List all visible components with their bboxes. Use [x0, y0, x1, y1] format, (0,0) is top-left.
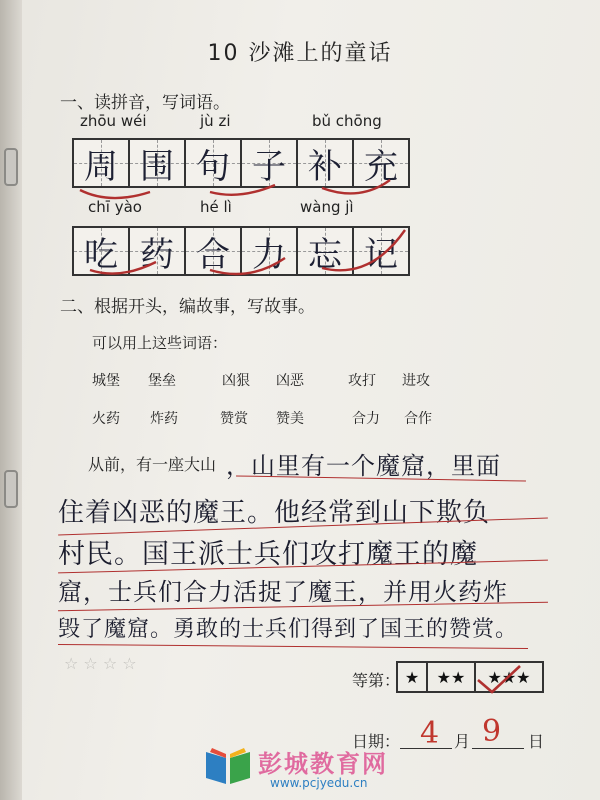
- vocab-word: 凶狠: [222, 373, 250, 389]
- vocab-word: 赞美: [276, 411, 304, 427]
- char-cell: 药: [130, 228, 184, 274]
- bleed-through-text: ☆ ☆ ☆ ☆: [64, 654, 137, 673]
- pinyin-zhouwei: zhōu wéi: [80, 112, 147, 130]
- char-cell: 力: [242, 228, 296, 274]
- date-month-value: 4: [420, 716, 440, 751]
- char-cell: 围: [130, 140, 184, 186]
- vocab-word: 火药: [92, 411, 120, 427]
- char-cell: 子: [242, 140, 296, 186]
- staple-top: [4, 148, 18, 186]
- grade-option-2[interactable]: ★★: [428, 663, 476, 691]
- story-line-1: ，山里有一个魔窟，里面: [226, 452, 501, 480]
- staple-bottom: [4, 470, 18, 508]
- answer-grid-wangji: [296, 226, 410, 276]
- vocab-word: 进攻: [402, 373, 430, 389]
- answer-grid-chiyao: [72, 226, 186, 276]
- char-cell: 句: [186, 140, 242, 186]
- vocab-word: 城堡: [92, 373, 120, 389]
- char-cell: 周: [74, 140, 130, 186]
- watermark-name: 彭城教育网: [258, 750, 388, 778]
- story-line-2: 住着凶恶的魔王。他经常到山下欺负: [58, 498, 491, 528]
- vocab-word: 合力: [352, 411, 380, 427]
- pinyin-heli: hé lì: [200, 198, 232, 216]
- section1-heading: 一、读拼音，写词语。: [60, 93, 230, 113]
- book-logo-icon: [202, 742, 254, 788]
- vocab-word: 炸药: [150, 411, 178, 427]
- section2-heading: 二、根据开头，编故事，写故事。: [60, 297, 315, 317]
- watermark-url[interactable]: www.pcjyedu.cn: [270, 776, 368, 790]
- vocab-word: 堡垒: [148, 373, 176, 389]
- red-underline: [58, 644, 528, 649]
- answer-grid-zhouwei: [72, 138, 186, 188]
- date-day-label: 日: [528, 732, 545, 751]
- grade-stars: [396, 661, 544, 693]
- vocab-word: 攻打: [348, 373, 376, 389]
- answer-grid-heli: [184, 226, 298, 276]
- story-line-3: 村民。国王派士兵们攻打魔王的魔: [58, 539, 478, 570]
- vocab-word: 凶恶: [276, 373, 304, 389]
- char-cell: 充: [354, 140, 408, 186]
- date-month-label: 月: [454, 732, 471, 751]
- grade-option-3[interactable]: ★★★: [487, 667, 531, 687]
- answer-grid-juzi: [184, 138, 298, 188]
- char-cell: 吃: [74, 228, 130, 274]
- answer-grid-buchong: [296, 138, 410, 188]
- vocab-word: 赞赏: [220, 411, 248, 427]
- vocab-hint: 可以用上这些词语：: [92, 334, 228, 352]
- char-cell: 合: [186, 228, 242, 274]
- date-day-value: 9: [482, 714, 502, 749]
- grade-label: 等第：: [352, 671, 401, 690]
- char-cell: 补: [298, 140, 354, 186]
- story-opening: 从前，有一座大山: [88, 455, 217, 474]
- vocab-word: 合作: [404, 411, 432, 427]
- grade-option-1[interactable]: ★: [398, 663, 428, 691]
- pinyin-chiyao: chī yào: [88, 198, 142, 216]
- story-line-4: 窟，士兵们合力活捉了魔王，并用火药炸: [58, 578, 508, 606]
- char-cell: 记: [354, 228, 408, 274]
- pinyin-buchong: bǔ chōng: [312, 112, 382, 130]
- story-line-5: 毁了魔窟。勇敢的士兵们得到了国王的赞赏。: [58, 617, 519, 642]
- pinyin-juzi: jù zi: [200, 112, 231, 130]
- page-binding: [0, 0, 22, 800]
- lesson-title: 10 沙滩上的童话: [207, 41, 393, 66]
- date-label: 日期：: [352, 732, 401, 751]
- char-cell: 忘: [298, 228, 354, 274]
- pinyin-wangji: wàng jì: [300, 198, 354, 216]
